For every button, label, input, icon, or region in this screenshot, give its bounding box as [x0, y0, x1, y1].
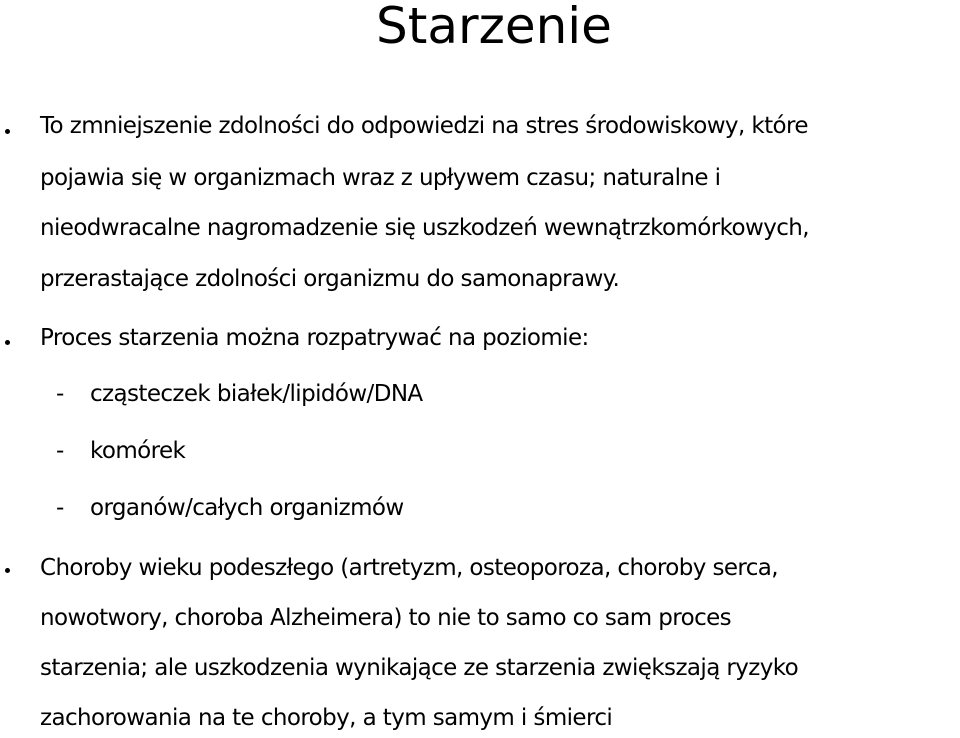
bullet-3-line-1: Choroby wieku podeszłego (artretyzm, osteoporoza, choroby serca, [40, 555, 778, 581]
subitem-3-dash: - [56, 495, 64, 521]
bullet-1-line-4: przerastające zdolności organizmu do samonaprawy. [40, 266, 620, 292]
subitem-1 [56, 379, 423, 409]
subitem-1-text: cząsteczek białek/lipidów/DNA [90, 381, 423, 407]
bullet-2-line-1: Proces starzenia można rozpatrywać na poziomie: [40, 325, 589, 351]
bullet-3-line-4: zachorowania na te choroby, a tym samym i śmierci [40, 705, 613, 731]
subitem-3-text: organów/całych organizmów [90, 495, 404, 521]
subitem-3 [56, 493, 404, 523]
subitem-2-text: komórek [90, 438, 186, 464]
subitem-2-dash: - [56, 438, 64, 464]
bullet-3-line-2: nowotwory, choroba Alzheimera) to nie to samo co sam proces [40, 605, 732, 631]
bullet-dot-2 [5, 340, 10, 345]
bullet-dot-1 [5, 129, 10, 134]
subitem-2 [56, 436, 185, 466]
slide-title: Starzenie [376, 0, 612, 55]
bullet-3-line-3: starzenia; ale uszkodzenia wynikające ze starzenia zwiększają ryzyko [40, 655, 799, 681]
bullet-1-line-2: pojawia się w organizmach wraz z upływem czasu; naturalne i [40, 165, 721, 191]
subitem-1-dash: - [56, 381, 64, 407]
bullet-1-line-3: nieodwracalne nagromadzenie się uszkodzeń wewnątrzkomórkowych, [40, 215, 809, 241]
bullet-dot-3 [5, 568, 10, 573]
bullet-1-line-1: To zmniejszenie zdolności do odpowiedzi na stres środowiskowy, które [40, 113, 808, 139]
